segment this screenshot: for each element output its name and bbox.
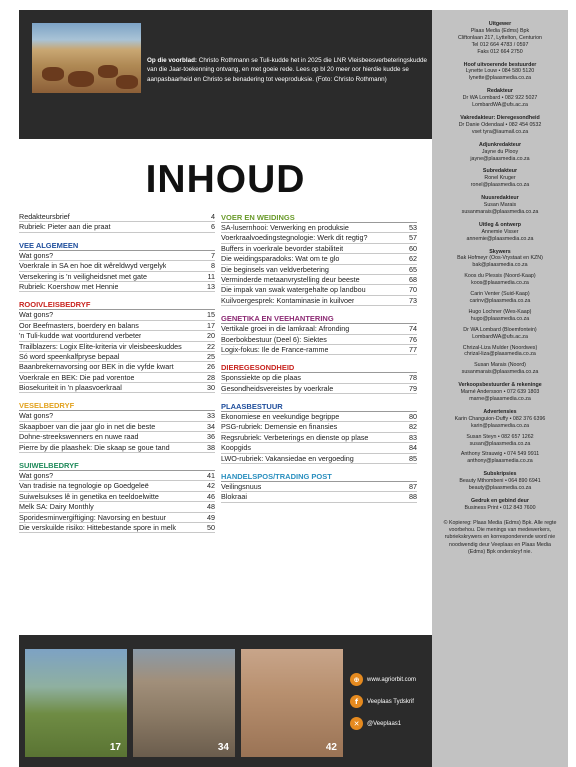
entry-title: Versekering is 'n veiligheidsnet met gate [19, 271, 148, 281]
entry-title: Voerkraalvoedingstegnologie: Werk dit regtig? [221, 233, 368, 243]
section-header: SUIWELBEDRYF [19, 460, 215, 471]
entry-page: 79 [409, 383, 417, 393]
masthead-line: Carin Venter (Suid-Kaap) [470, 291, 530, 298]
entry-page: 62 [409, 254, 417, 264]
entry-title: Ekonomiese en veekundige begrippe [221, 412, 340, 422]
entry-title: Wat gons? [19, 471, 54, 481]
entry-title: Só word speenkalfpryse bepaal [19, 351, 120, 361]
section-header: HANDELSPOS/TRADING POST [221, 471, 417, 482]
masthead-block [432, 62, 568, 83]
entry-page: 68 [409, 274, 417, 284]
masthead-block [432, 498, 568, 512]
toc-entry[interactable] [19, 362, 215, 372]
section-header: PLAASBESTUUR [221, 401, 417, 412]
entry-title: Wat gons? [19, 411, 54, 421]
masthead-line[interactable]: koos@plaasmedia.co.za [471, 280, 529, 287]
toc-entry[interactable] [221, 335, 417, 345]
toc-section [19, 212, 215, 233]
entry-page: 25 [207, 351, 215, 361]
toc-entry[interactable] [19, 331, 215, 341]
entry-title: Suiwelsukses lê in genetika en teeldoelwitte [19, 491, 159, 501]
masthead-line[interactable]: LombardWA@ufs.ac.za [472, 333, 528, 340]
toc-entry[interactable] [221, 373, 417, 383]
masthead-line[interactable]: annemie@plaasmedia.co.za [466, 235, 534, 242]
toc-entry[interactable] [221, 324, 417, 334]
masthead-line: Marné Andersson • 072 639 1803 [460, 389, 540, 396]
copyright-notice: © Kopiereg: Plaas Media (Edms) Bpk. Alle regte voorbehou. Die menings van medewerkers, rubriekskrywers en korresponderende word nie noodwendig deur Veeplaas en Plaas Media (Edms) Bpk onderskryf nie. [443, 519, 557, 555]
masthead-line[interactable]: beauty@plaasmedia.co.za [468, 485, 532, 492]
toc-entry[interactable] [19, 261, 215, 271]
social-x[interactable] [350, 717, 401, 730]
entry-page: 38 [207, 442, 215, 452]
entry-title: Kuilvoergesprek: Kontaminasie in kuilvoer [221, 295, 355, 305]
entry-page: 30 [207, 383, 215, 393]
entry-page: 78 [409, 373, 417, 383]
toc-section [19, 240, 215, 293]
masthead-line[interactable]: jayne@plaasmedia.co.za [470, 155, 530, 162]
toc-entry[interactable] [221, 285, 417, 295]
photo-cattle[interactable] [25, 649, 127, 757]
entry-page: 42 [207, 481, 215, 491]
toc-entry[interactable] [19, 282, 215, 292]
entry-page: 6 [211, 222, 215, 232]
toc-entry[interactable] [221, 296, 417, 306]
masthead-heading: Verkoopsbestuurder & rekeninge [458, 382, 542, 389]
entry-page: 82 [409, 422, 417, 432]
toc-entry[interactable] [19, 523, 215, 533]
x-icon: ✕ [350, 717, 363, 730]
entry-page: 33 [207, 411, 215, 421]
masthead-heading: Redakteur [487, 88, 513, 95]
masthead-heading: Uitgewer [488, 21, 512, 27]
entry-page: 85 [409, 453, 417, 463]
entry-title: Dohne-streekswenners en nuwe raad [19, 432, 139, 442]
toc-entry[interactable] [221, 422, 417, 432]
masthead-heading: Adjunkredakteur [478, 141, 522, 148]
toc-entry[interactable] [19, 411, 215, 421]
entry-page: 70 [409, 285, 417, 295]
masthead-line: Chrizal-Liza Mulder (Noordwes) [462, 344, 538, 351]
masthead-line[interactable]: anthony@plaasmedia.co.za [467, 458, 533, 465]
masthead-sidebar [432, 10, 568, 767]
entry-title: Voerkrale en BEK: Die pad vorentoe [19, 372, 135, 382]
toc-entry[interactable] [19, 383, 215, 393]
masthead-heading: Advertensies [483, 408, 517, 415]
masthead-line: Beauty Mthombeni • 064 890 6941 [459, 478, 541, 485]
masthead-heading: Uitleg & ontwerp [478, 221, 522, 228]
entry-page: 48 [207, 502, 215, 512]
entry-page: 50 [207, 522, 215, 532]
entry-page: 17 [207, 320, 215, 330]
masthead-block [432, 115, 568, 136]
entry-title: Rubriek: Koershow met Hennie [19, 281, 119, 291]
masthead-line: Faks 012 664 2750 [477, 48, 523, 55]
entry-title: Die verskuilde risiko: Hittebestande spore in melk [19, 522, 176, 532]
entry-title: PSG-rubriek: Demensie en finansies [221, 422, 338, 432]
toc-entry[interactable] [19, 310, 215, 320]
masthead-line: Hugo Lochner (Wes-Kaap) [468, 308, 532, 315]
masthead-block [432, 249, 568, 377]
entry-title: Die impak van swak watergehalte op landbou [221, 285, 366, 295]
toc-entry[interactable] [221, 482, 417, 492]
entry-page: 22 [207, 341, 215, 351]
toc-entry[interactable] [221, 265, 417, 275]
masthead-line: Dr WA Lombard (Bloemfontein) [463, 326, 537, 333]
section-header: DIEREGESONDHEID [221, 362, 417, 373]
entry-page: 46 [207, 491, 215, 501]
toc-section [221, 362, 417, 394]
masthead-line: Business Print • 012 843 7600 [464, 504, 536, 511]
toc-entry[interactable] [19, 422, 215, 432]
page-title: INHOUD [145, 158, 306, 201]
masthead-block [432, 222, 568, 243]
entry-title: Blokraai [221, 492, 247, 502]
entry-page: 87 [409, 482, 417, 492]
entry-title: Boerbokbestuur (Deel 6): Siektes [221, 334, 327, 344]
entry-page: 49 [207, 512, 215, 522]
toc-entry[interactable] [19, 321, 215, 331]
masthead-line: Anthony Strauwig • 074 549 9911 [460, 451, 540, 458]
entry-title: Redakteursbrief [19, 212, 70, 221]
toc-section [19, 400, 215, 453]
masthead-block [432, 21, 568, 56]
toc-entry[interactable] [221, 454, 417, 464]
entry-page: 8 [211, 261, 215, 271]
entry-title: Baanbrekernavorsing oor BEK in die vyfde kwart [19, 362, 174, 372]
section-header: GENETIKA EN VEEHANTERING [221, 313, 417, 324]
entry-page: 53 [409, 223, 417, 232]
entry-page: 76 [409, 334, 417, 344]
masthead-heading: Skywers [489, 248, 511, 255]
section-header: VOER EN WEIDINGS [221, 212, 417, 223]
masthead-line[interactable]: LombardWA@ufs.ac.za [472, 102, 528, 109]
masthead-line: Bak Hofmeyr (Oos-Vrystaat en KZN) [457, 255, 543, 262]
masthead-line: Dr Danie Odendaal • 082 454 0532 [458, 121, 542, 128]
entry-page: 74 [409, 324, 417, 334]
entry-title: Skaapboer van die jaar glo in net die beste [19, 421, 156, 431]
entry-title: Verminderde metaanvrystelling deur beeste [221, 274, 360, 284]
toc-entry[interactable] [221, 412, 417, 422]
toc-entry[interactable] [19, 502, 215, 512]
toc-entry[interactable] [19, 481, 215, 491]
toc-entry[interactable] [221, 345, 417, 355]
entry-title: Koopgids [221, 443, 251, 453]
masthead-line: Cliftonlaan 217, Lyttelton, Centurion [457, 34, 543, 41]
caption-lead: Op die voorblad: [147, 57, 198, 64]
toc-entry[interactable] [19, 492, 215, 502]
section-header: VEE ALGEMEEN [19, 240, 215, 251]
section-header: VESELBEDRYF [19, 400, 215, 411]
cover-banner [19, 10, 432, 139]
cover-photo [32, 23, 141, 93]
toc-entry[interactable] [221, 492, 417, 502]
toc-section [221, 313, 417, 355]
entry-page: 11 [207, 271, 215, 281]
photo-sheep[interactable] [133, 649, 235, 757]
masthead-line[interactable]: susan@plaasmedia.co.za [469, 440, 531, 447]
masthead-line[interactable]: marne@plaasmedia.co.za [469, 395, 531, 402]
photo-page-number: 42 [325, 742, 337, 753]
toc-entry[interactable] [19, 513, 215, 523]
cover-caption [147, 56, 427, 84]
masthead-heading: Gedruk en gebind deur [471, 497, 529, 504]
entry-title: Buffers in voerkrale bevorder stabiliteit [221, 243, 344, 253]
caption-text: Christo Rothmann se Tuli-kudde het in 2025 die LNR Vleisbeesverbeteringskudde van die Jaar-toekenning ontvang, en met goeie rede. Lees op bl 20 meer oor hierdie kudde se aanpasbaarheid en Christo se benadering tot veeproduksie. (Foto: Christo Rothmann) [147, 57, 428, 83]
masthead-heading: Vakredakteur: Dieregesondheid [460, 114, 540, 121]
toc-entry[interactable] [221, 433, 417, 443]
masthead-line: Annemie Visser [481, 228, 519, 235]
entry-page: 7 [211, 250, 215, 260]
entry-page: 36 [207, 432, 215, 442]
entry-page: 28 [207, 372, 215, 382]
masthead-line[interactable]: susanmarais@plaasmedia.co.za [461, 208, 539, 215]
entry-page: 77 [409, 344, 417, 354]
toc-entry[interactable] [221, 223, 417, 233]
entry-title: Sporidesminvergiftiging: Navorsing en bestuur [19, 512, 167, 522]
social-label: Veeplaas Tydskrif [367, 698, 414, 705]
social-facebook[interactable] [350, 695, 414, 708]
masthead-line[interactable]: bak@plaasmedia.co.za [472, 262, 528, 269]
toc-entry[interactable] [221, 244, 417, 254]
masthead-line[interactable]: carinv@plaasmedia.co.za [469, 298, 531, 304]
masthead-block [432, 142, 568, 163]
toc-entry[interactable] [221, 443, 417, 453]
entry-title: Pierre by die plaashek: Die skaap se goue tand [19, 442, 170, 452]
social-label: www.agriorbit.com [367, 676, 417, 683]
toc-section [19, 299, 215, 393]
masthead-heading: Hoof uitvoerende bestuurder [463, 61, 537, 68]
entry-page: 20 [207, 331, 215, 341]
entry-title: Veilingsnuus [221, 482, 262, 492]
entry-title: Voerkrale in SA en hoe dit wêreldwyd vergelyk [19, 261, 167, 271]
entry-page: 57 [409, 233, 417, 243]
masthead-line[interactable]: susanmarais@plaasmedia.co.za [461, 369, 539, 376]
entry-title: Melk SA: Dairy Monthly [19, 502, 94, 512]
social-website[interactable] [350, 673, 416, 686]
masthead-block [432, 88, 568, 109]
toc-entry[interactable] [19, 352, 215, 362]
toc-entry[interactable] [221, 384, 417, 394]
section-header: ROOIVLEISBEDRYF [19, 299, 215, 310]
entry-title: Logix-fokus: Ile de France-ramme [221, 344, 329, 354]
social-label: @Veeplaas1 [367, 720, 402, 727]
entry-page: 26 [207, 362, 215, 372]
entry-title: Gesondheidsvereistes by voerkrale [221, 383, 334, 393]
masthead-line: Tel 012 664 4783 / 0597 [471, 41, 529, 48]
entry-title: Trailblazers: Logix Elite-kriteria vir vleisbeeskuddes [19, 341, 182, 351]
masthead-line: Lynette Louw • 084 580 5120 [465, 68, 535, 75]
entry-page: 15 [207, 310, 215, 320]
masthead-line: Jayne du Plooy [481, 148, 519, 155]
entry-page: 13 [207, 281, 215, 291]
masthead-line[interactable]: vset tyra@iaumail.co.za [471, 128, 529, 135]
masthead-block [432, 195, 568, 216]
entry-title: Van tradisie na tegnologie op Goedgeleë [19, 481, 149, 491]
masthead-line: Susan Marais (Noord) [474, 362, 526, 369]
entry-title: Oor Beefmasters, boerdery en balans [19, 320, 139, 330]
entry-page: 65 [409, 264, 417, 274]
toc-entry[interactable] [221, 275, 417, 285]
masthead-heading: Subredakteur [482, 168, 518, 175]
masthead-line: Dr WA Lombard • 082 922 5027 [462, 95, 538, 102]
toc-entry[interactable] [19, 251, 215, 261]
entry-page: 60 [409, 243, 417, 253]
masthead-block [432, 168, 568, 189]
entry-page: 34 [207, 421, 215, 431]
entry-title: Regsrubriek: Verbeterings en dienste op plase [221, 432, 369, 442]
globe-icon: ⊕ [350, 673, 363, 686]
masthead-line: Plaas Media (Edms) Bpk [470, 27, 530, 34]
entry-title: LWO-rubriek: Vakansiedae en vergoeding [221, 453, 354, 463]
entry-title: SA-lusernhooi: Verwerking en produksie [221, 223, 349, 232]
masthead-line[interactable]: karin@plaasmedia.co.za [470, 422, 530, 429]
toc-entry[interactable] [19, 432, 215, 442]
photo-dairy[interactable] [241, 649, 343, 757]
entry-page: 41 [207, 471, 215, 481]
toc-entry[interactable] [19, 342, 215, 352]
entry-title: Biosekuriteit in 'n plaasvoerkraal [19, 383, 122, 393]
masthead-line[interactable]: chrizal-liza@plaasmedia.co.za [464, 351, 536, 358]
toc-entry[interactable] [19, 443, 215, 453]
masthead-heading: Nuusredakteur [481, 195, 519, 202]
entry-title: Die beginsels van veldverbetering [221, 264, 329, 274]
toc-section [221, 212, 417, 306]
toc-entry[interactable] [19, 471, 215, 481]
masthead-block [432, 409, 568, 465]
photo-page-number: 17 [109, 742, 121, 753]
entry-title: Sponssiekte op die plaas [221, 373, 301, 383]
photo-page-number: 34 [217, 742, 229, 753]
toc-entry[interactable] [19, 373, 215, 383]
entry-page: 73 [409, 295, 417, 305]
toc-section [221, 471, 417, 503]
masthead-line: Susan Marais [483, 202, 517, 209]
entry-page: 84 [409, 443, 417, 453]
masthead-block [432, 382, 568, 403]
masthead-line[interactable]: ronel@plaasmedia.co.za [470, 182, 530, 189]
masthead-line[interactable]: hugo@plaasmedia.co.za [470, 315, 530, 322]
toc-left-column [19, 212, 215, 533]
masthead-line: Susan Steyn • 082 657 1262 [466, 433, 534, 440]
toc-entry[interactable] [19, 222, 215, 232]
toc-entry[interactable] [19, 212, 215, 222]
masthead-line: Ronel Kruger [484, 175, 516, 182]
entry-page: 4 [211, 212, 215, 221]
entry-title: Wat gons? [19, 310, 54, 320]
entry-page: 88 [409, 492, 417, 502]
entry-title: Wat gons? [19, 250, 54, 260]
masthead-heading: Subskripsies [483, 471, 517, 478]
entry-page: 83 [409, 432, 417, 442]
masthead-line: Karin Changuion-Duffy • 082 376 6396 [454, 415, 546, 422]
toc-entry[interactable] [221, 254, 417, 264]
entry-title: Vertikale groei in die lamkraal: Afronding [221, 324, 350, 334]
toc-section [221, 401, 417, 464]
masthead-block [432, 471, 568, 492]
masthead-line: Koos du Plessis (Noord-Kaap) [464, 273, 536, 280]
toc-section [19, 460, 215, 533]
entry-page: 80 [409, 412, 417, 422]
toc-entry[interactable] [221, 233, 417, 243]
entry-title: Die weidingsparadoks: Wat om te glo [221, 254, 340, 264]
masthead-line[interactable]: lynette@plaasmedia.co.za [468, 75, 532, 82]
toc-entry[interactable] [19, 272, 215, 282]
entry-title: Rubriek: Pieter aan die praat [19, 222, 111, 232]
facebook-icon: f [350, 695, 363, 708]
toc-right-column [221, 212, 417, 503]
entry-title: 'n Tuli-kudde wat voortdurend verbeter [19, 331, 142, 341]
footer-band [19, 635, 432, 767]
